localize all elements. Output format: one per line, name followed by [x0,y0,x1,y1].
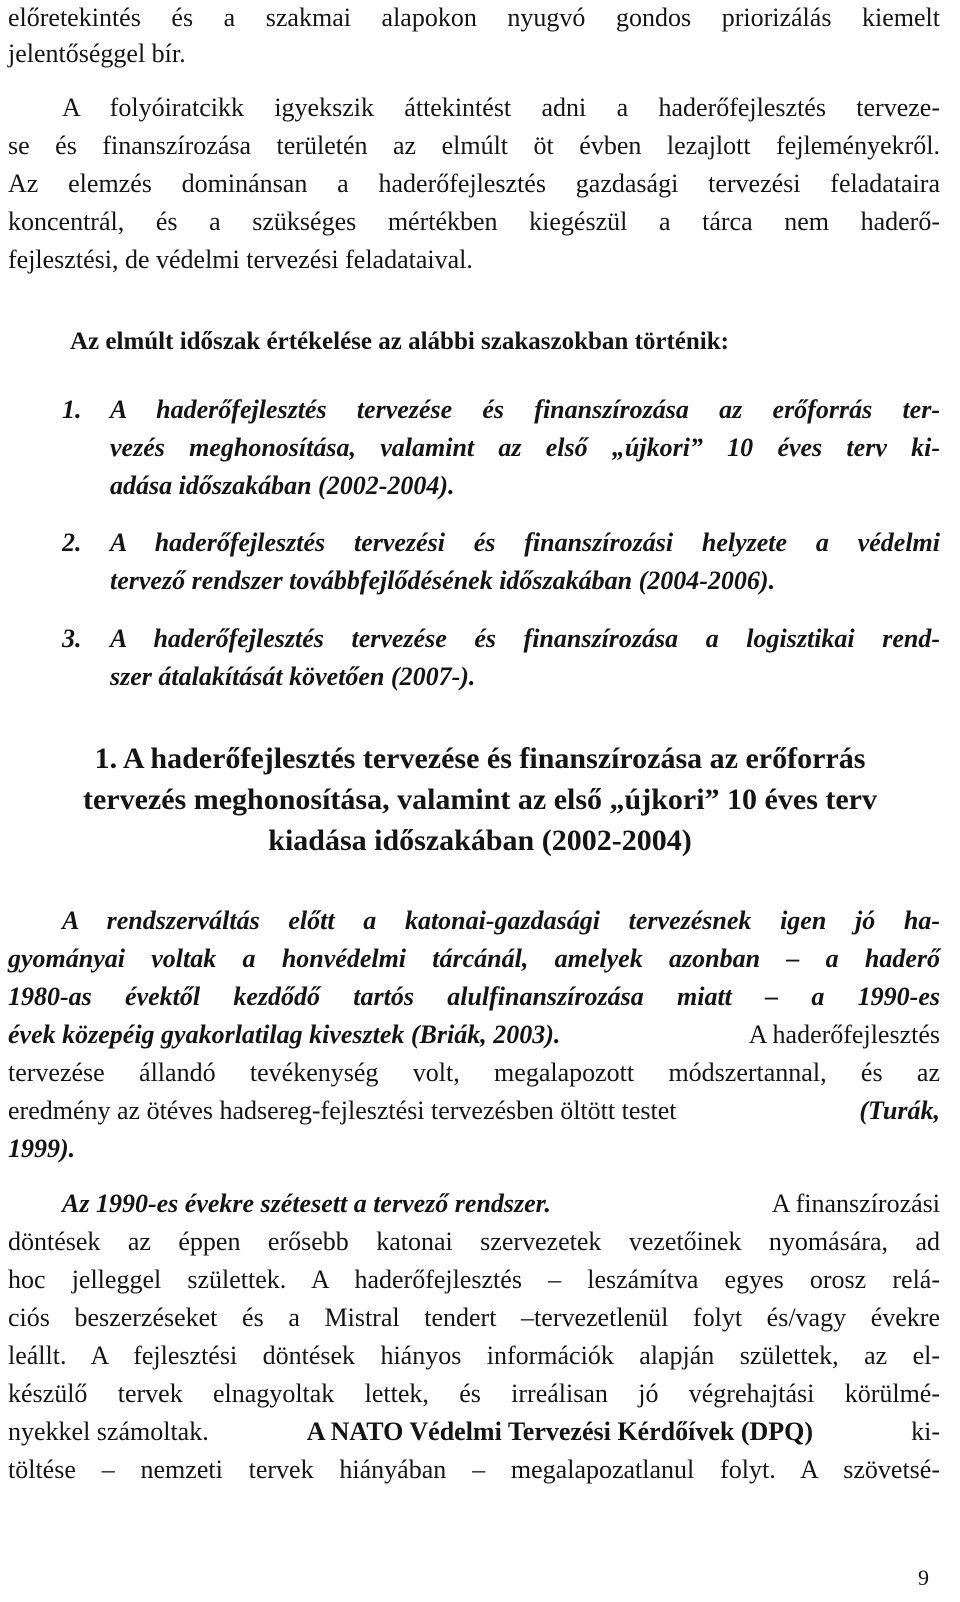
paragraph-text: A haderőfejlesztés [748,1020,940,1049]
emphasis-text: Az 1990-es évekre szétesett a tervező rendszer. [62,1189,551,1218]
paragraph-line: hoc jelleggel születtek. A haderőfejlesztés – leszámítva egyes orosz relá- [8,1265,940,1294]
list-item-number: 2. [62,528,82,557]
paragraph-line: fejlesztési, de védelmi tervezési feladataival. [8,245,473,274]
paragraph-text: nyekkel számoltak. [8,1417,209,1446]
list-item-line: A haderőfejlesztés tervezése és finanszírozása az erőforrás ter- [110,395,940,424]
section-heading-line: kiadása időszakában (2002-2004) [268,824,692,857]
emphasis-text: A NATO Védelmi Tervezési Kérdőívek (DPQ) [306,1417,814,1446]
paragraph-text: ki- [911,1417,940,1446]
paragraph-line: koncentrál, és a szükséges mértékben kiegészül a tárca nem haderő- [8,207,940,236]
paragraph-line: döntések az éppen erősebb katonai szervezetek vezetőinek nyomására, ad [8,1227,940,1256]
subheading: Az elmúlt időszak értékelése az alábbi szakaszokban történik: [70,328,729,355]
paragraph-text: A finanszírozási [771,1189,940,1218]
paragraph-line: gyományai voltak a honvédelmi tárcánál, amelyek azonban – a haderő [8,944,940,973]
intro-line-1: előretekintés és a szakmai alapokon nyugvó gondos priorizálás kiemelt [8,3,940,32]
paragraph-line [8,1017,940,1053]
list-item-line: A haderőfejlesztés tervezése és finanszírozása a logisztikai rend- [110,624,940,653]
paragraph-line: készülő tervek elnagyoltak lettek, és irreálisan jó végrehajtási körülmé- [8,1379,940,1408]
paragraph-line: A folyóiratcikk igyekszik áttekintést adni a haderőfejlesztés terveze- [62,93,940,122]
list-item-line: tervező rendszer továbbfejlődésének időszakában (2004-2006). [110,566,776,595]
citation-text: évek közepéig gyakorlatilag kivesztek (Briák, 2003). [8,1020,561,1049]
paragraph-line: tervezése állandó tevékenység volt, megalapozott módszertannal, és az [8,1058,940,1087]
list-item-line: vezés meghonosítása, valamint az első „újkori” 10 éves terv ki- [110,433,940,462]
paragraph-line: se és finanszírozása területén az elmúlt öt évben lezajlott fejleményekről. [8,131,940,160]
paragraph-line: Az elemzés dominánsan a haderőfejlesztés gazdasági tervezési feladataira [8,169,940,198]
paragraph-line [8,1414,940,1450]
section-heading-line: tervezés meghonosítása, valamint az első „újkori” 10 éves terv [82,783,877,816]
intro-line-2: jelentőséggel bír. [8,39,186,68]
list-item-number: 1. [62,395,82,424]
list-item-number: 3. [62,624,82,653]
paragraph-line: ciós beszerzéseket és a Mistral tendert –tervezetlenül folyt és/vagy évekre [8,1303,940,1332]
list-item-line: adása időszakában (2002-2004). [110,471,455,500]
citation-text: 1999). [8,1134,76,1163]
paragraph-line [8,1093,940,1129]
paragraph-line: 1980-as évektől kezdődő tartós alulfinanszírozása miatt – a 1990-es [8,982,940,1011]
citation-text: (Turák, [859,1096,940,1125]
list-item-line: A haderőfejlesztés tervezési és finanszírozási helyzete a védelmi [110,528,940,557]
paragraph-line: leállt. A fejlesztési döntések hiányos információk alapján születtek, az el- [8,1341,940,1370]
paragraph-text: eredmény az ötéves hadsereg-fejlesztési tervezésben öltött testet [8,1096,677,1125]
paragraph-line: töltése – nemzeti tervek hiányában – megalapozatlanul folyt. A szövetsé- [8,1455,940,1484]
paragraph-line [62,1186,940,1222]
list-item-line: szer átalakítását követően (2007-). [110,662,476,691]
paragraph-line: A rendszerváltás előtt a katonai-gazdasági tervezésnek igen jó ha- [62,906,940,935]
section-heading-line: 1. A haderőfejlesztés tervezése és finanszírozása az erőforrás [94,742,866,775]
page-number: 9 [918,1565,929,1590]
